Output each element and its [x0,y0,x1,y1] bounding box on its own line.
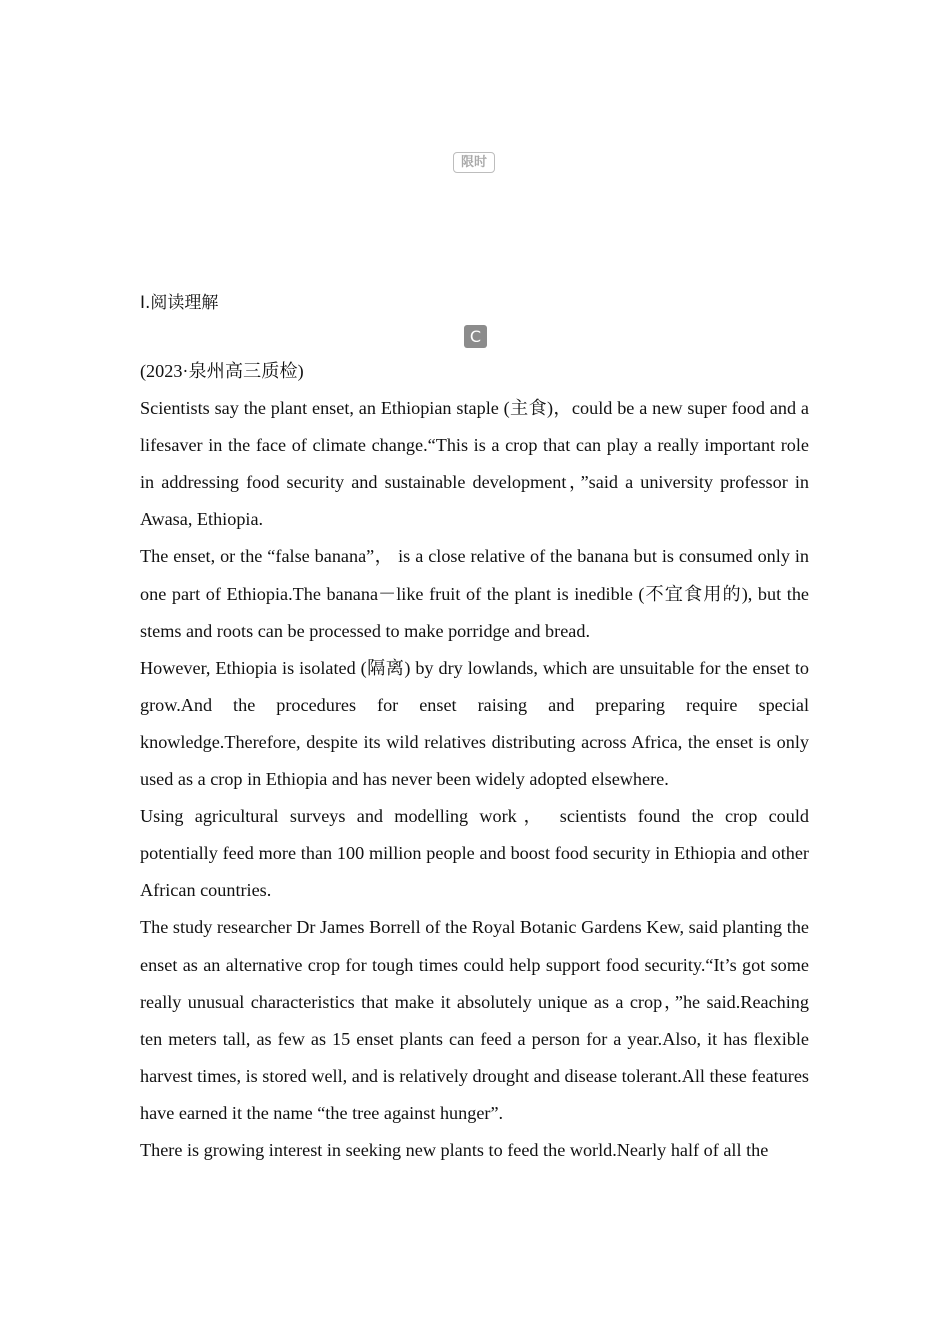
time-limit-badge: 限时 [453,152,495,173]
paragraph: Using agricultural surveys and modelling work， scientists found the crop could potentially feed more than 100 million people and boost food security in Ethiopia and other African countries. [140,806,809,901]
reading-passage [140,353,809,1169]
section-heading: Ⅰ.阅读理解 [140,293,219,313]
paragraph: Scientists say the plant enset, an Ethiopian staple (主食)，could be a new super food and a lifesaver in the face of climate change.“This is a crop that can play a really important role in addressing food security and sustainable development，”said a university professor in Awasa, Ethiopia. [140,398,809,530]
paragraph: The study researcher Dr James Borrell of the Royal Botanic Gardens Kew, said planting the enset as an alternative crop for tough times could help support food security.“It’s got some really unusual characteristics that make it absolutely unique as a crop，”he said.Reaching ten meters tall, as few as 15 enset plants can feed a person for a year.Also, it has flexible harvest times, is stored well, and is relatively drought and disease tolerant.All these features have earned it the name “the tree against hunger”. [140,917,809,1123]
paragraph: There is growing interest in seeking new plants to feed the world.Nearly half of all the [140,1139,769,1160]
paragraph: The enset, or the “false banana”， is a close relative of the banana but is consumed only in one part of Ethiopia.The banana－like fruit of the plant is inedible (不宜食用的), but the stems and roots can be processed to make porridge and bread. [140,546,809,641]
paragraph: However, Ethiopia is isolated (隔离) by dry lowlands, which are unsuitable for the enset to grow.And the procedures for enset raising and preparing require special knowledge.Therefore, despite its wild relatives distributing across Africa, the enset is only used as a crop in Ethiopia and has never been widely adopted elsewhere. [140,657,809,790]
passage-label: C [464,325,487,348]
source-citation: (2023·泉州高三质检) [140,361,304,381]
